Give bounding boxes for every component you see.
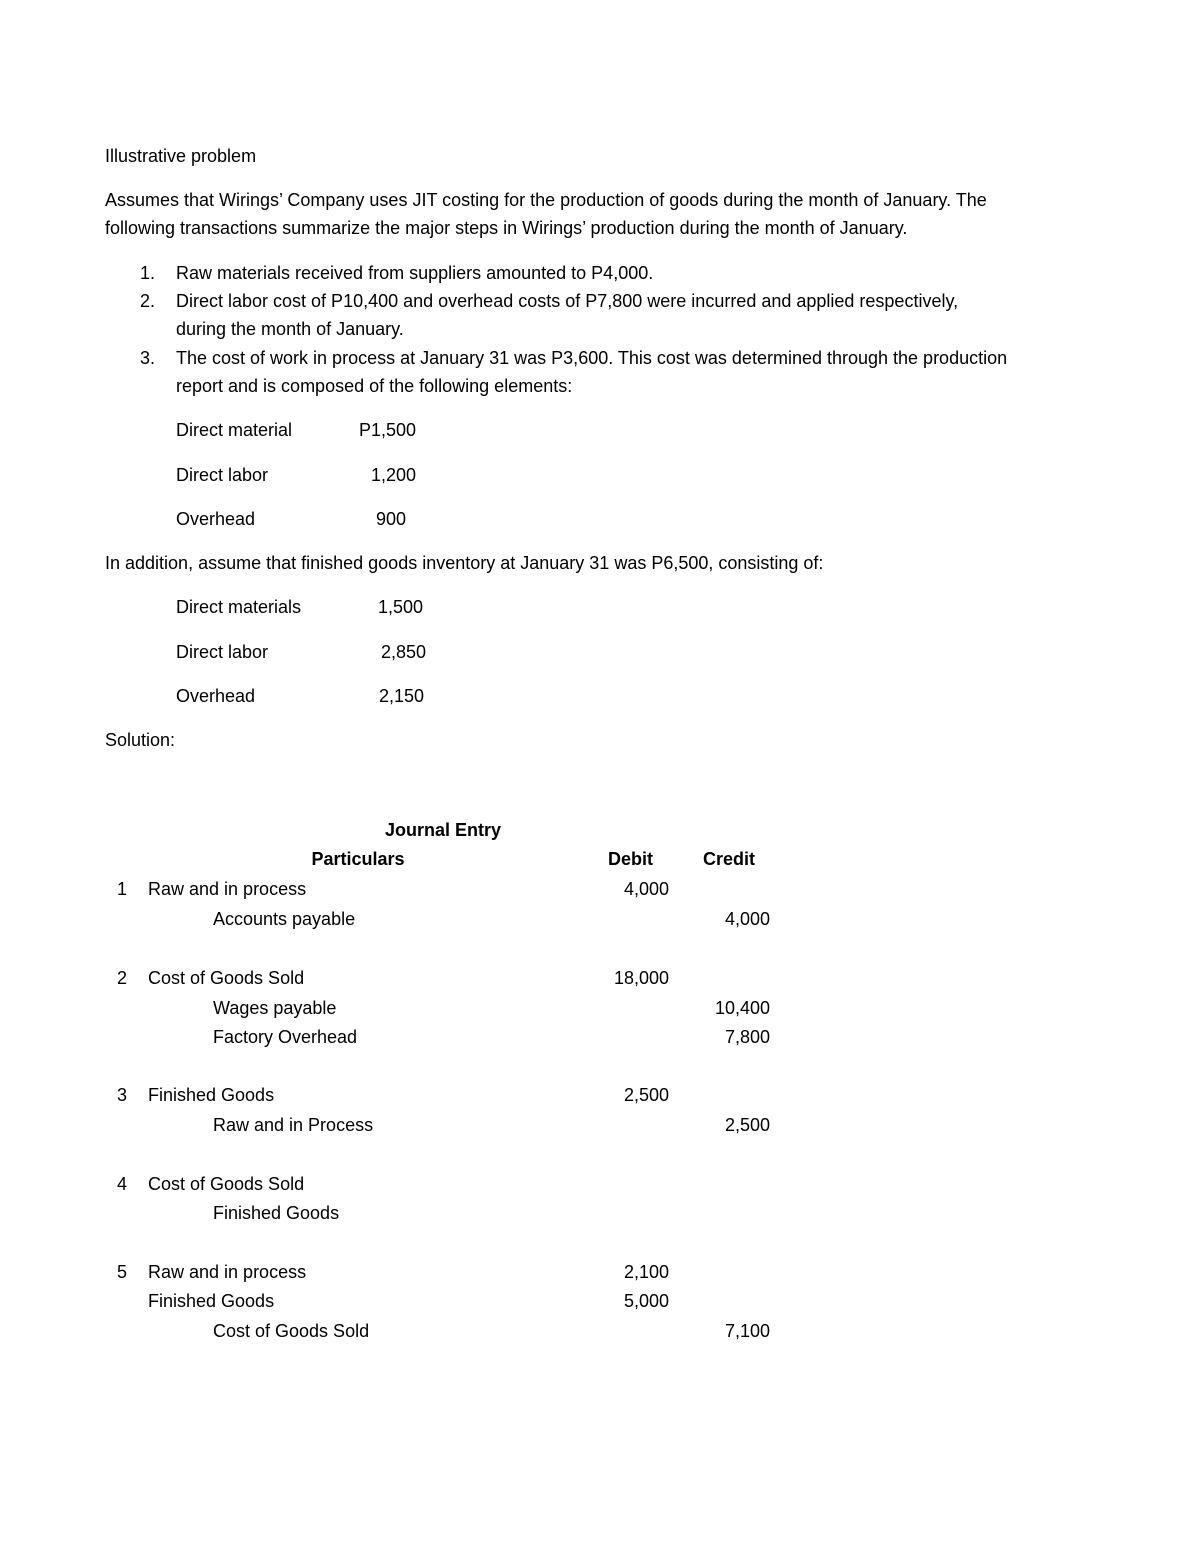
credit-amount: 2,500 <box>724 1115 770 1135</box>
wip-element-value: 900 <box>375 509 406 529</box>
addition-paragraph: In addition, assume that finished goods inventory at January 31 was P6,500, consisting of: <box>105 553 824 573</box>
fg-element-label: Overhead <box>176 686 256 706</box>
entry-number: 2 <box>117 968 128 988</box>
credit-amount: 4,000 <box>724 909 770 929</box>
entry-number: 3 <box>117 1085 128 1105</box>
intro-paragraph-line-2: following transactions summarize the major steps in Wirings’ production during the month of January. <box>105 218 908 238</box>
list-item-number: 3. <box>140 348 156 368</box>
debit-header: Debit <box>608 849 653 869</box>
credit-header: Credit <box>703 849 756 869</box>
list-item-text: The cost of work in process at January 31 was P3,600. This cost was determined through the production <box>176 348 1008 368</box>
debit-amount: 4,000 <box>623 879 669 899</box>
debit-amount: 18,000 <box>613 968 669 988</box>
list-item-text: during the month of January. <box>176 319 404 339</box>
account-credit: Accounts payable <box>213 909 356 929</box>
account-debit: Cost of Goods Sold <box>148 968 305 988</box>
debit-amount: 2,500 <box>623 1085 669 1105</box>
list-item-text: Direct labor cost of P10,400 and overhead costs of P7,800 were incurred and applied respectively, <box>176 291 959 311</box>
journal-title: Journal Entry <box>384 820 502 840</box>
fg-element-value: 2,150 <box>378 686 424 706</box>
list-item-number: 1. <box>140 263 156 283</box>
fg-element-value: 2,850 <box>380 642 426 662</box>
debit-amount: 2,100 <box>623 1262 669 1282</box>
credit-amount: 10,400 <box>714 998 770 1018</box>
account-debit: Cost of Goods Sold <box>148 1174 305 1194</box>
account-debit: Finished Goods <box>148 1291 275 1311</box>
credit-amount: 7,800 <box>724 1027 770 1047</box>
account-credit: Raw and in Process <box>213 1115 374 1135</box>
list-item-text: Raw materials received from suppliers amounted to P4,000. <box>176 263 654 283</box>
account-credit: Factory Overhead <box>213 1027 358 1047</box>
credit-amount: 7,100 <box>724 1321 770 1341</box>
page-title: Illustrative problem <box>105 146 257 166</box>
fg-element-label: Direct materials <box>176 597 302 617</box>
intro-paragraph-line-1: Assumes that Wirings’ Company uses JIT costing for the production of goods during the month of January. The <box>105 190 987 210</box>
solution-label: Solution: <box>105 730 176 750</box>
account-credit: Wages payable <box>213 998 337 1018</box>
fg-element-label: Direct labor <box>176 642 269 662</box>
account-debit: Finished Goods <box>148 1085 275 1105</box>
account-debit: Raw and in process <box>148 879 307 899</box>
wip-element-value: P1,500 <box>358 420 416 440</box>
debit-amount: 5,000 <box>623 1291 669 1311</box>
particulars-header: Particulars <box>311 849 405 869</box>
wip-element-label: Overhead <box>176 509 256 529</box>
entry-number: 1 <box>117 879 128 899</box>
entry-number: 4 <box>117 1174 128 1194</box>
entry-number: 5 <box>117 1262 128 1282</box>
list-item-number: 2. <box>140 291 156 311</box>
wip-element-label: Direct labor <box>176 465 269 485</box>
account-credit: Finished Goods <box>213 1203 340 1223</box>
list-item-text: report and is composed of the following elements: <box>176 376 573 396</box>
wip-element-value: 1,200 <box>370 465 416 485</box>
wip-element-label: Direct material <box>176 420 293 440</box>
fg-element-value: 1,500 <box>377 597 423 617</box>
account-debit: Raw and in process <box>148 1262 307 1282</box>
account-credit: Cost of Goods Sold <box>213 1321 370 1341</box>
